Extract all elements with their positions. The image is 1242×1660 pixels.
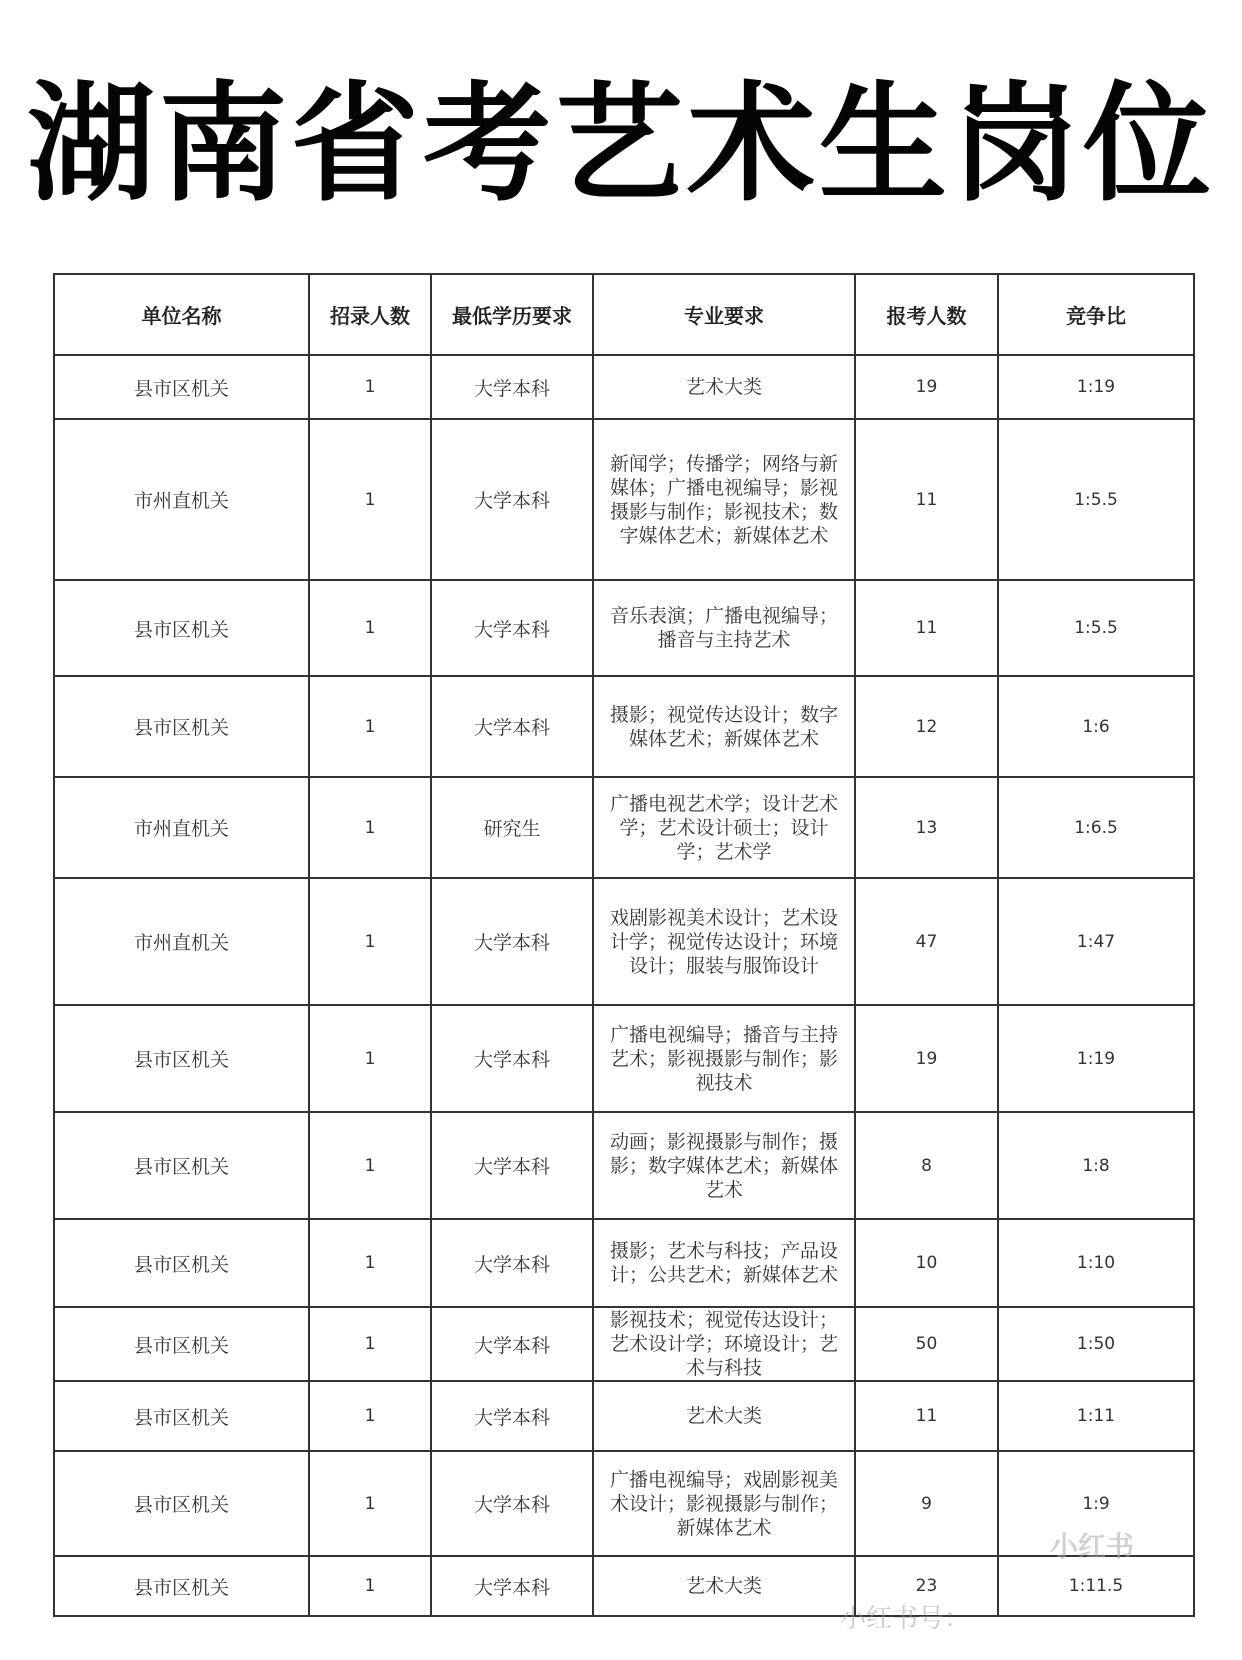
cell-major: 新闻学；传播学；网络与新媒体；广播电视编导；影视摄影与制作；影视技术；数字媒体艺术；新媒体艺术 <box>593 419 855 580</box>
cell-education: 大学本科 <box>431 878 593 1005</box>
cell-major: 广播电视编导；戏剧影视美术设计；影视摄影与制作；新媒体艺术 <box>593 1451 855 1556</box>
cell-major: 动画；影视摄影与制作；摄影；数字媒体艺术；新媒体艺术 <box>593 1112 855 1219</box>
cell-hires: 1 <box>309 1381 431 1451</box>
cell-applicants: 47 <box>855 878 998 1005</box>
cell-ratio: 1:11 <box>998 1381 1194 1451</box>
cell-major: 广播电视编导；播音与主持艺术；影视摄影与制作；影视技术 <box>593 1005 855 1112</box>
cell-major: 音乐表演；广播电视编导；播音与主持艺术 <box>593 580 855 676</box>
table-row <box>54 355 1194 419</box>
header-education: 最低学历要求 <box>431 274 593 355</box>
cell-hires: 1 <box>309 580 431 676</box>
cell-hires: 1 <box>309 777 431 878</box>
table-row <box>54 676 1194 777</box>
cell-applicants: 11 <box>855 419 998 580</box>
cell-major: 广播电视艺术学；设计艺术学；艺术设计硕士；设计学；艺术学 <box>593 777 855 878</box>
cell-applicants: 23 <box>855 1556 998 1616</box>
cell-education: 大学本科 <box>431 1307 593 1381</box>
cell-hires: 1 <box>309 419 431 580</box>
cell-applicants: 13 <box>855 777 998 878</box>
table-row <box>54 580 1194 676</box>
cell-major: 艺术大类 <box>593 1381 855 1451</box>
cell-applicants: 8 <box>855 1112 998 1219</box>
table-row <box>54 1307 1194 1381</box>
cell-education: 大学本科 <box>431 580 593 676</box>
table-row <box>54 1219 1194 1307</box>
cell-unit: 市州直机关 <box>54 777 309 878</box>
cell-major: 艺术大类 <box>593 1556 855 1616</box>
cell-applicants: 9 <box>855 1451 998 1556</box>
cell-ratio: 1:47 <box>998 878 1194 1005</box>
table-row <box>54 1381 1194 1451</box>
page-title: 湖南省考艺术生岗位 <box>26 70 1215 219</box>
cell-applicants: 11 <box>855 580 998 676</box>
cell-applicants: 50 <box>855 1307 998 1381</box>
cell-ratio: 1:6.5 <box>998 777 1194 878</box>
positions-table-wrapper <box>53 273 1195 1617</box>
cell-major: 摄影；视觉传达设计；数字媒体艺术；新媒体艺术 <box>593 676 855 777</box>
cell-ratio: 1:10 <box>998 1219 1194 1307</box>
cell-education: 大学本科 <box>431 355 593 419</box>
cell-education: 大学本科 <box>431 419 593 580</box>
cell-education: 大学本科 <box>431 1381 593 1451</box>
cell-ratio: 1:11.5 <box>998 1556 1194 1616</box>
cell-education: 大学本科 <box>431 676 593 777</box>
cell-ratio: 1:19 <box>998 1005 1194 1112</box>
cell-unit: 县市区机关 <box>54 580 309 676</box>
table-row <box>54 1556 1194 1616</box>
cell-ratio: 1:5.5 <box>998 419 1194 580</box>
cell-unit: 县市区机关 <box>54 1381 309 1451</box>
cell-applicants: 19 <box>855 1005 998 1112</box>
header-applicants: 报考人数 <box>855 274 998 355</box>
cell-education: 大学本科 <box>431 1556 593 1616</box>
table-row <box>54 419 1194 580</box>
table-body <box>54 355 1194 1616</box>
table-header-row <box>54 274 1194 355</box>
cell-ratio: 1:6 <box>998 676 1194 777</box>
table-row <box>54 777 1194 878</box>
cell-education: 大学本科 <box>431 1219 593 1307</box>
cell-education: 大学本科 <box>431 1451 593 1556</box>
cell-hires: 1 <box>309 1451 431 1556</box>
cell-hires: 1 <box>309 1556 431 1616</box>
table-row <box>54 878 1194 1005</box>
cell-hires: 1 <box>309 1005 431 1112</box>
cell-unit: 县市区机关 <box>54 1005 309 1112</box>
cell-hires: 1 <box>309 1307 431 1381</box>
cell-hires: 1 <box>309 1219 431 1307</box>
watermark-account: 小红书号： <box>840 1604 971 1634</box>
cell-applicants: 12 <box>855 676 998 777</box>
cell-education: 研究生 <box>431 777 593 878</box>
cell-applicants: 10 <box>855 1219 998 1307</box>
cell-unit: 县市区机关 <box>54 1451 309 1556</box>
cell-major: 摄影；艺术与科技；产品设计；公共艺术；新媒体艺术 <box>593 1219 855 1307</box>
cell-ratio: 1:50 <box>998 1307 1194 1381</box>
cell-ratio: 1:19 <box>998 355 1194 419</box>
table-row <box>54 1112 1194 1219</box>
cell-ratio: 1:9 <box>998 1451 1194 1556</box>
cell-applicants: 19 <box>855 355 998 419</box>
header-major: 专业要求 <box>593 274 855 355</box>
header-ratio: 竞争比 <box>998 274 1194 355</box>
cell-unit: 县市区机关 <box>54 1112 309 1219</box>
cell-unit: 市州直机关 <box>54 419 309 580</box>
cell-major: 艺术大类 <box>593 355 855 419</box>
cell-education: 大学本科 <box>431 1112 593 1219</box>
table-row <box>54 1451 1194 1556</box>
cell-ratio: 1:5.5 <box>998 580 1194 676</box>
cell-major: 影视技术；视觉传达设计；艺术设计学；环境设计；艺术与科技 <box>593 1307 855 1381</box>
watermark-logo: 小红书 <box>1050 1530 1135 1563</box>
cell-ratio: 1:8 <box>998 1112 1194 1219</box>
cell-unit: 市州直机关 <box>54 878 309 1005</box>
cell-unit: 县市区机关 <box>54 355 309 419</box>
cell-unit: 县市区机关 <box>54 1556 309 1616</box>
positions-table <box>53 273 1195 1617</box>
cell-unit: 县市区机关 <box>54 1307 309 1381</box>
cell-education: 大学本科 <box>431 1005 593 1112</box>
table-row <box>54 1005 1194 1112</box>
cell-unit: 县市区机关 <box>54 1219 309 1307</box>
cell-hires: 1 <box>309 878 431 1005</box>
header-hires: 招录人数 <box>309 274 431 355</box>
cell-hires: 1 <box>309 1112 431 1219</box>
cell-applicants: 11 <box>855 1381 998 1451</box>
cell-major: 戏剧影视美术设计；艺术设计学；视觉传达设计；环境设计；服装与服饰设计 <box>593 878 855 1005</box>
cell-hires: 1 <box>309 355 431 419</box>
cell-hires: 1 <box>309 676 431 777</box>
header-unit: 单位名称 <box>54 274 309 355</box>
cell-unit: 县市区机关 <box>54 676 309 777</box>
